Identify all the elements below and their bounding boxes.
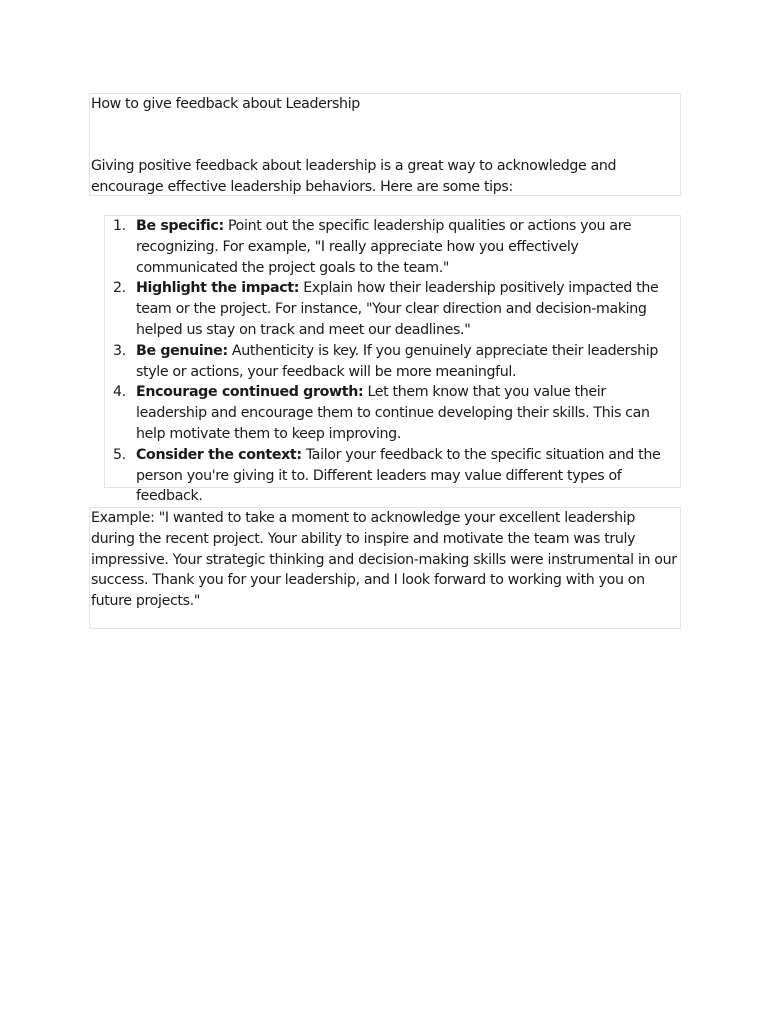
list-item: [105, 278, 680, 340]
list-number: 3.: [113, 342, 126, 359]
tip-text: Authenticity is key. If you genuinely appreciate their leadership style or actions, your feedback will be more meaningful.: [136, 342, 659, 380]
list-number: 1.: [113, 218, 126, 234]
tip-term: Be genuine:: [136, 342, 228, 359]
document-title: How to give feedback about Leadership: [91, 96, 360, 112]
tip-term: Highlight the impact:: [136, 280, 300, 297]
list-number: 4.: [113, 384, 126, 401]
list-number: 5.: [113, 446, 126, 463]
tip-text: Explain how their leadership positively impacted the team or the project. For instance, "Your clear direction and decision-making helped us stay on track and meet our deadlines.": [136, 280, 659, 338]
tip-term: Be specific:: [136, 218, 224, 234]
tips-section: [104, 215, 681, 505]
list-item: [105, 382, 680, 444]
list-item: [105, 216, 680, 278]
example-paragraph: Example: "I wanted to take a moment to acknowledge your excellent leadership during the recent project. Your ability to inspire and motivate the team was truly impressive. Your strategic thinking and decision-making skills were instrumental in our success. Thank you for your leadership, and I look forward to working with you on future projects.": [91, 510, 677, 610]
tips-list: [105, 216, 680, 507]
intro-section: [89, 93, 681, 196]
list-number: 2.: [113, 280, 126, 297]
example-section: [89, 507, 681, 629]
tip-text: Point out the specific leadership qualities or actions you are recognizing. For example, "I really appreciate how you effectively communicated the project goals to the team.": [136, 218, 632, 276]
list-item: [105, 341, 680, 383]
tip-term: Consider the context:: [136, 446, 302, 463]
list-item: [105, 445, 680, 507]
tip-text: Tailor your feedback to the specific situation and the person you're giving it to. Different leaders may value different types of feedback.: [136, 446, 661, 505]
tip-term: Encourage continued growth:: [136, 384, 364, 401]
tip-text: Let them know that you value their leadership and encourage them to continue developing their skills. This can help motivate them to keep improving.: [136, 384, 650, 442]
intro-paragraph: Giving positive feedback about leadership is a great way to acknowledge and encourage effective leadership behaviors. Here are some tips:: [91, 158, 617, 195]
blank-line: [91, 115, 680, 156]
